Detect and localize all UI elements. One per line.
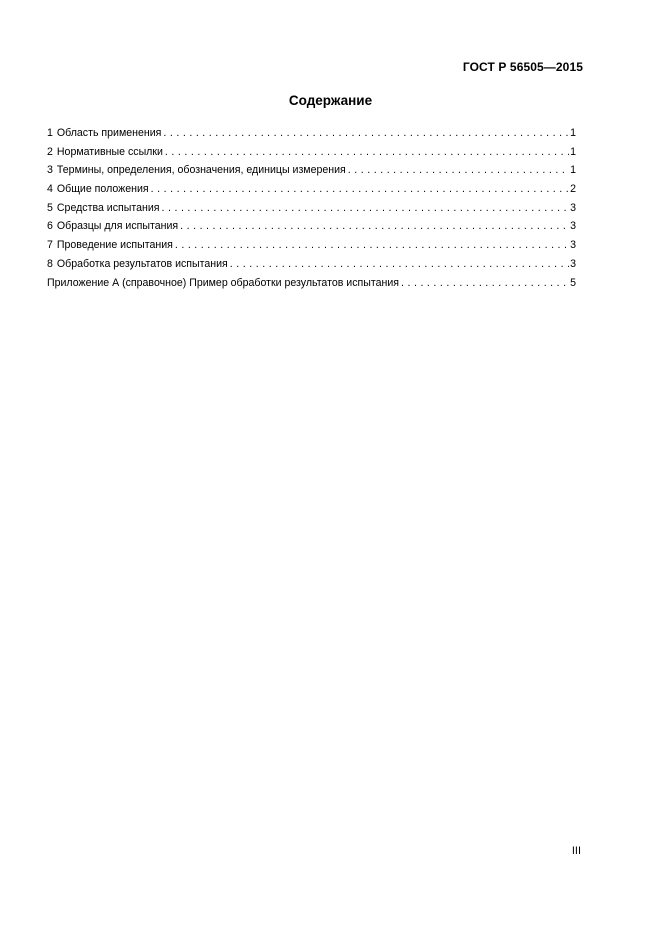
toc-dot-leader (151, 180, 569, 199)
toc-dot-leader (230, 255, 569, 274)
toc-entry-label: Общие положения (56, 183, 149, 196)
toc-entry-general-provisions[interactable] (47, 180, 576, 199)
document-standard-id: ГОСТ Р 56505—2015 (462, 60, 583, 74)
toc-entry-test-equipment[interactable] (47, 199, 576, 218)
toc-entry-terms-definitions[interactable] (47, 161, 576, 180)
toc-entry-results-processing[interactable] (47, 255, 576, 274)
toc-entry-label: Нормативные ссылки (56, 145, 163, 158)
toc-entry-number: 5 (47, 201, 53, 214)
toc-entry-page: 3 (570, 220, 576, 233)
toc-entry-normative-references[interactable] (47, 143, 576, 162)
toc-entry-number: 1 (47, 127, 53, 139)
toc-entry-label: Образцы для испытания (56, 220, 179, 233)
page-number: III (571, 845, 581, 857)
toc-dot-leader (180, 217, 569, 236)
toc-dot-leader (165, 143, 569, 162)
toc-entry-page: 3 (570, 201, 576, 214)
toc-entry-label: Область применения (56, 127, 162, 139)
toc-entry-number: 4 (47, 183, 53, 196)
toc-dot-leader (401, 274, 569, 293)
toc-entry-page: 1 (570, 127, 576, 139)
toc-dot-leader (348, 161, 569, 180)
toc-entry-page: 1 (570, 164, 576, 177)
toc-entry-page: 1 (570, 145, 576, 158)
toc-entry-label: Термины, определения, обозначения, единицы измерения (56, 164, 346, 177)
toc-entry-label: Приложение А (справочное) Пример обработки результатов испытания (47, 276, 399, 289)
toc-entry-page: 2 (570, 183, 576, 196)
toc-entry-number: 2 (47, 145, 53, 158)
toc-entry-number: 7 (47, 239, 53, 252)
toc-entry-page: 3 (570, 239, 576, 252)
toc-dot-leader (163, 124, 569, 143)
toc-entry-page: 3 (570, 257, 576, 270)
toc-dot-leader (161, 199, 569, 218)
toc-entry-label: Обработка результатов испытания (56, 257, 228, 270)
toc-entry-number: 6 (47, 220, 53, 233)
toc-entry-test-procedure[interactable] (47, 236, 576, 255)
toc-entry-number: 8 (47, 257, 53, 270)
toc-entry-number: 3 (47, 164, 53, 177)
toc-entry-test-specimens[interactable] (47, 217, 576, 236)
toc-entry-label: Средства испытания (56, 201, 160, 214)
toc-entry-scope[interactable] (47, 124, 576, 143)
toc-title: Содержание (288, 93, 373, 108)
table-of-contents (47, 124, 576, 292)
toc-entry-appendix-a[interactable] (47, 274, 576, 293)
toc-entry-label: Проведение испытания (56, 239, 173, 252)
toc-entry-page: 5 (570, 276, 576, 289)
toc-dot-leader (175, 236, 569, 255)
